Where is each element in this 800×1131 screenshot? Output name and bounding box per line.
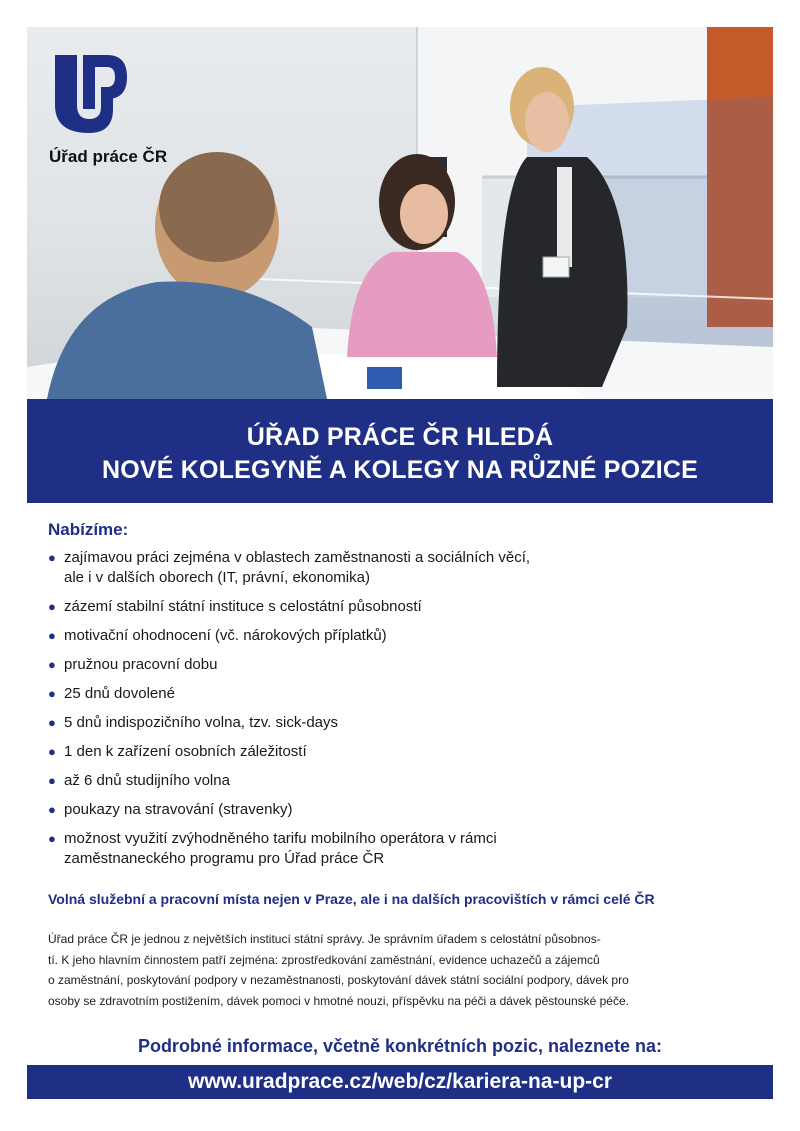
bullet-icon: ● [48,686,56,701]
offer-item: ● možnost využití zvýhodněného tarifu mobilního operátora v rámci zaměstnaneckého programu pro Úřad práce ČR [48,830,497,867]
header-photo [27,27,773,399]
banner-title-line2: NOVÉ KOLEGYNĚ A KOLEGY NA RŮZNÉ POZICE [101,456,699,484]
logo [49,47,209,167]
offers-heading: Nabízíme: [48,520,129,539]
offers-list [48,548,768,878]
bullet-icon: ● [48,599,56,614]
offer-item: ● 5 dnů indispozičního volna, tzv. sick-days [48,714,339,731]
offer-item: ● 25 dnů dovolené [48,685,175,702]
about-paragraph [48,929,764,1011]
offer-item: ● zajímavou práci zejména v oblastech zaměstnanosti a sociálních věcí, ale i v dalších oborech (IT, právní, ekonomika) [48,549,531,586]
offer-item: ● zázemí stabilní státní instituce s celostátní působností [48,598,422,615]
up-cr-logo-icon [49,47,129,142]
locations-note: Volná služební a pracovní místa nejen v Praze, ale i na dalších pracovištích v rámci celé ČR [48,891,655,907]
about-line: tí. K jeho hlavním činnostem patří zejména: zprostředkování zaměstnání, evidence uchazečů a zájemců [48,952,600,967]
offer-item: ● pružnou pracovní dobu [48,656,218,673]
bullet-icon: ● [48,657,56,672]
bullet-icon: ● [48,831,56,846]
offer-item: ● motivační ohodnocení (vč. nárokových příplatků) [48,627,387,644]
offer-item: ● až 6 dnů studijního volna [48,772,230,789]
career-url-link[interactable]: www.uradprace.cz/web/cz/kariera-na-up-cr [27,1065,773,1099]
about-line: Úřad práce ČR je jednou z největších institucí státní správy. Je správním úřadem s celostátní působnos- [48,932,601,946]
banner-title-line1: ÚŘAD PRÁCE ČR HLEDÁ [246,423,554,451]
bullet-icon: ● [48,550,56,565]
bullet-icon: ● [48,773,56,788]
bullet-icon: ● [48,802,56,817]
offer-item: ● 1 den k zařízení osobních záležitostí [48,743,307,760]
logo-text: Úřad práce ČR [49,147,168,166]
bullet-icon: ● [48,715,56,730]
about-line: o zaměstnání, poskytování podpory v nezaměstnanosti, poskytování dávek státní sociální podpory, dávek pro [48,973,629,987]
more-info-heading: Podrobné informace, včetně konkrétních pozic, naleznete na: [137,1036,663,1056]
title-banner [27,399,773,503]
offer-item: ● poukazy na stravování (stravenky) [48,801,293,818]
bullet-icon: ● [48,744,56,759]
about-line: osoby se zdravotním postižením, dávek pomoci v hmotné nouzi, příspěvku na péči a dávek pěstounské péče. [48,993,629,1008]
bullet-icon: ● [48,628,56,643]
